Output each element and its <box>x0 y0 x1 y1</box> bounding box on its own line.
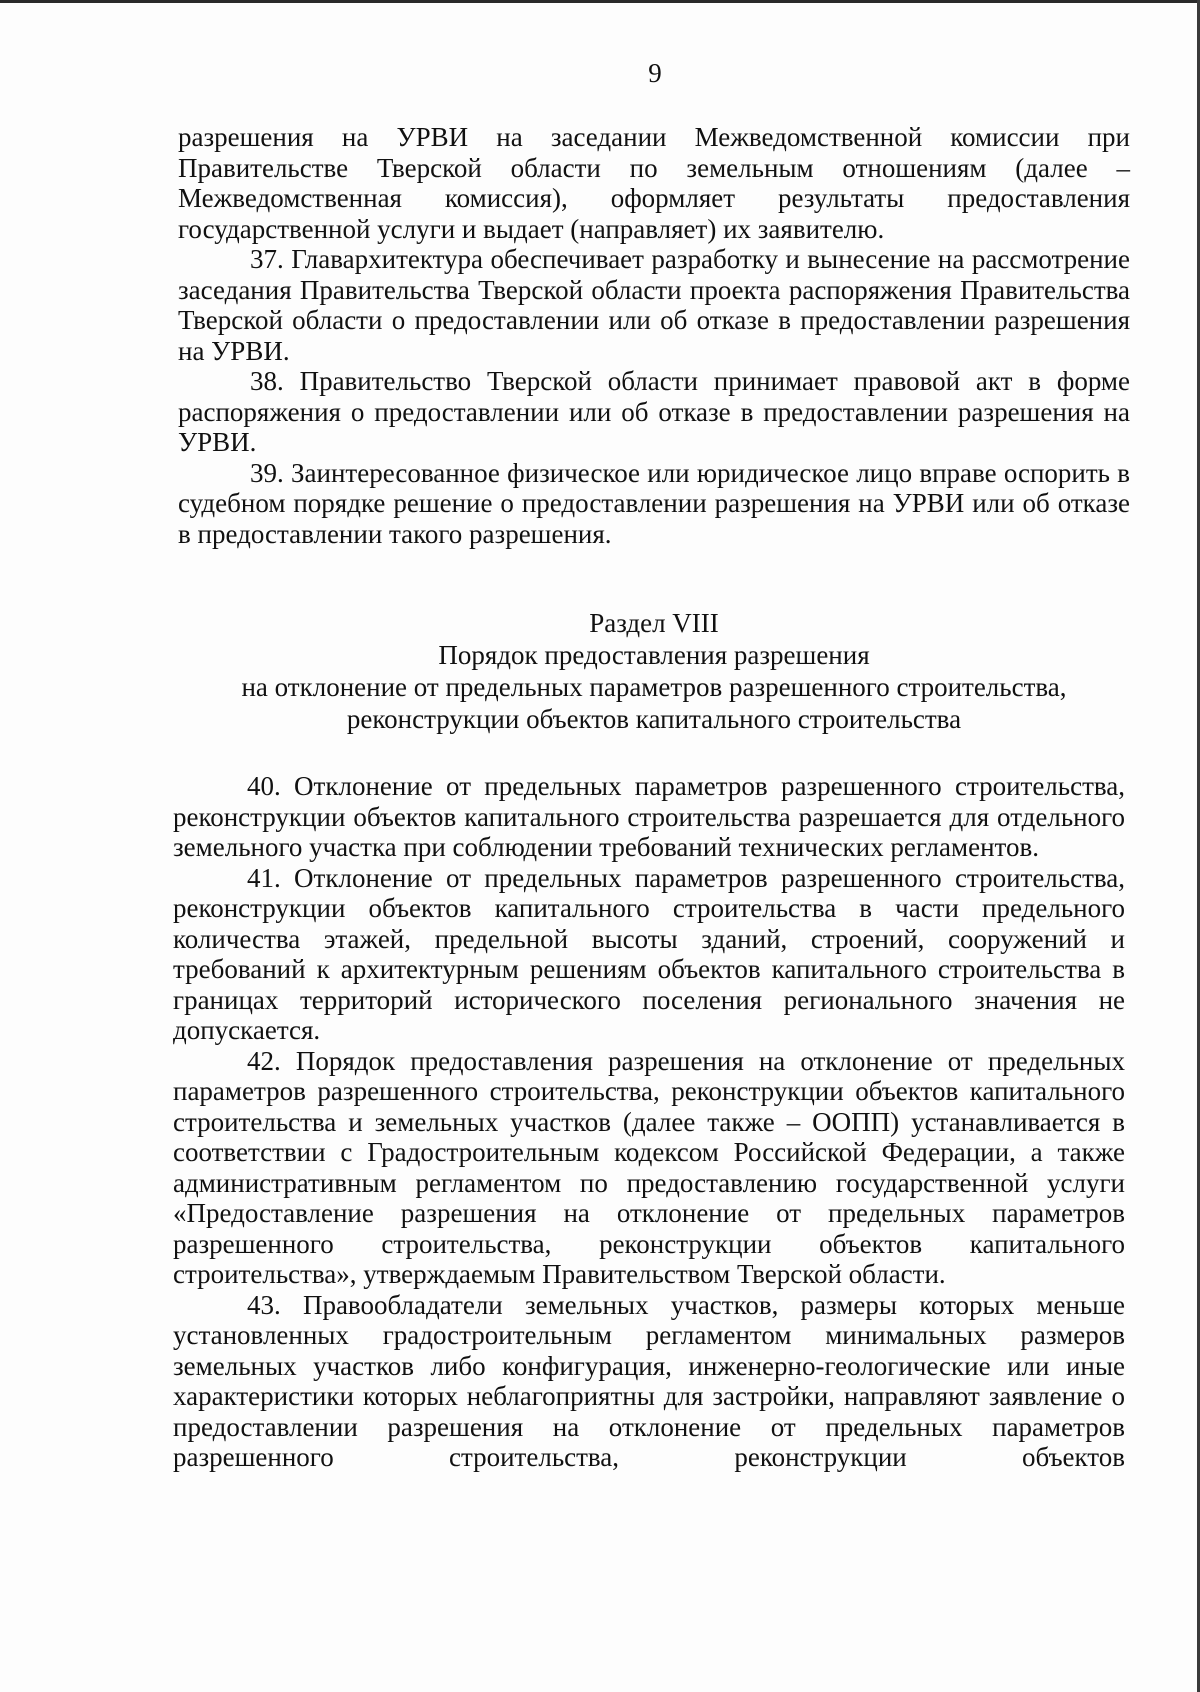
paragraph-37: 37. Главархитектура обеспечивает разработку и вынесение на рассмотрение заседания Правительства Тверской области проекта распоряжения Правительства Тверской области о предоставлении или об отказе в предоставлении разрешения на УРВИ. <box>178 244 1130 366</box>
section-title-line-3: реконструкции объектов капитального строительства <box>346 704 962 734</box>
page-number: 9 <box>648 58 662 88</box>
top-text-block <box>178 122 1130 549</box>
paragraph-43: 43. Правообладатели земельных участков, размеры которых меньше установленных градостроительным регламентом минимальных размеров земельных участков либо конфигурация, инженерно-геологические или иные характеристики которых неблагоприятны для застройки, направляют заявление о предоставлении разрешения на отклонение от предельных параметров разрешенного строительства, реконструкции объектов <box>173 1289 1125 1472</box>
section-heading <box>178 607 1130 735</box>
section-title-line-1: Порядок предоставления разрешения <box>438 640 870 670</box>
paragraph-40: 40. Отклонение от предельных параметров разрешенного строительства, реконструкции объектов капитального строительства разрешается для отдельного земельного участка при соблюдении требований технических регламентов. <box>173 771 1125 862</box>
scan-edge-top <box>0 0 1200 3</box>
section-number: Раздел VIII <box>589 608 719 638</box>
paragraph-42: 42. Порядок предоставления разрешения на отклонение от предельных параметров разрешенного строительства, реконструкции объектов капитального строительства и земельных участков (далее также – ООПП) устанавливается в соответствии с Градостроительным кодексом Российской Федерации, а также административным регламентом по предоставлению государственной услуги «Предоставление разрешения на отклонение от предельных параметров разрешенного строительства, реконструкции объектов капитального строительства», утверждаемым Правительством Тверской области. <box>173 1045 1125 1289</box>
paragraph-39: 39. Заинтересованное физическое или юридическое лицо вправе оспорить в судебном порядке решение о предоставлении разрешения на УРВИ или об отказе в предоставлении такого разрешения. <box>178 457 1130 549</box>
paragraph-continuation: разрешения на УРВИ на заседании Межведомственной комиссии при Правительстве Тверской области по земельным отношениям (далее – Межведомственная комиссия), оформляет результаты предоставления государственной услуги и выдает (направляет) их заявителю. <box>178 122 1130 244</box>
paragraph-41: 41. Отклонение от предельных параметров разрешенного строительства, реконструкции объектов капитального строительства в части предельного количества этажей, предельной высоты зданий, строений, сооружений и требований к архитектурным решениям объектов капитального строительства в границах территорий исторического поселения регионального значения не допускается. <box>173 862 1125 1045</box>
paragraph-38: 38. Правительство Тверской области принимает правовой акт в форме распоряжения о предоставлении или об отказе в предоставлении разрешения на УРВИ. <box>178 366 1130 457</box>
bottom-text-block <box>173 771 1125 1473</box>
section-title-line-2: на отклонение от предельных параметров разрешенного строительства, <box>241 672 1067 702</box>
